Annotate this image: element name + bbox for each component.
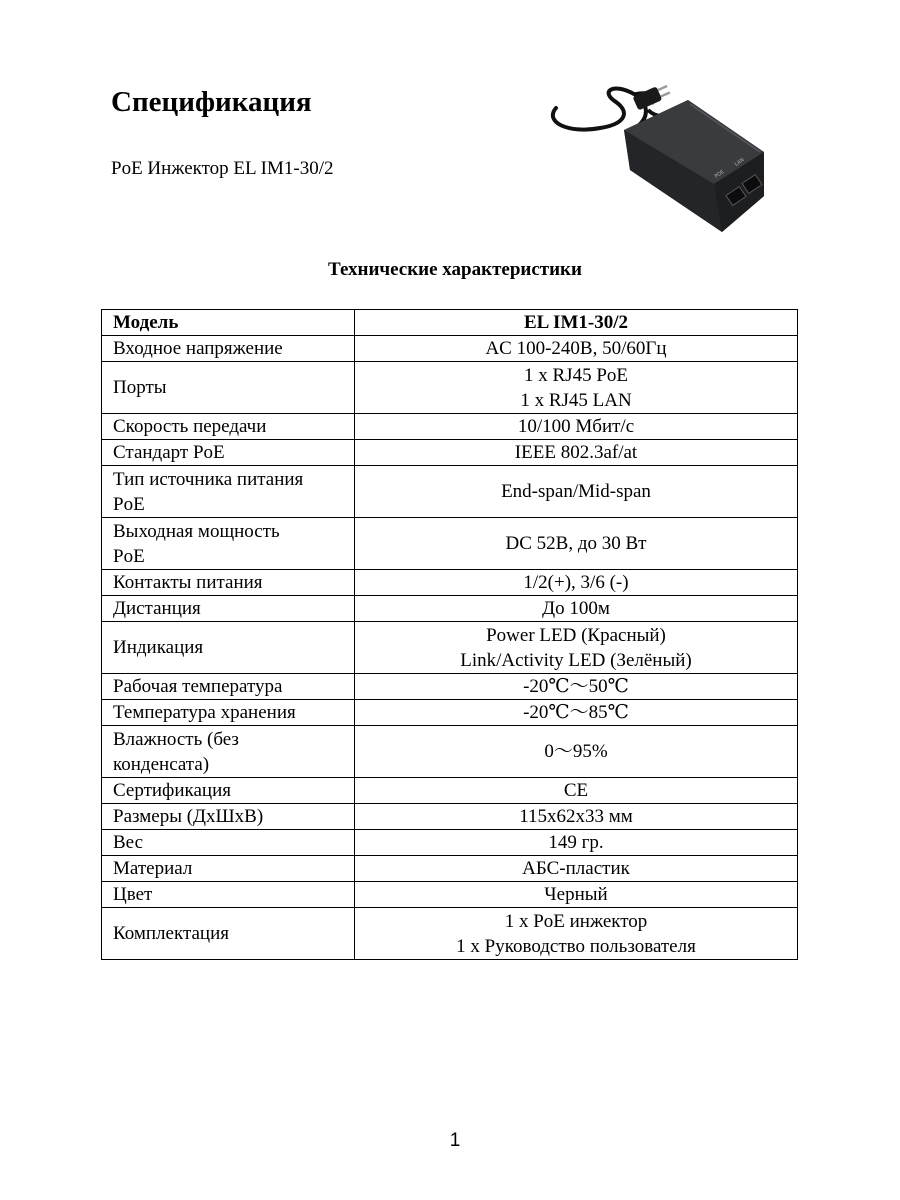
spec-value-line: End-span/Mid-span [501, 481, 651, 502]
spec-value-line: Черный [544, 884, 608, 905]
spec-label: Вес [102, 830, 355, 856]
spec-label: Входное напряжение [102, 336, 355, 362]
page-title: Спецификация [111, 86, 312, 118]
spec-table-row [102, 882, 798, 908]
spec-table-row [102, 336, 798, 362]
spec-table-row [102, 362, 798, 414]
spec-value-line: IEEE 802.3af/at [514, 442, 638, 463]
spec-label-line: Тип источника питания [113, 468, 304, 490]
port-label-lan: LAN [733, 157, 746, 168]
spec-value-line: AC 100-240В, 50/60Гц [485, 338, 667, 359]
spec-value [355, 622, 798, 674]
spec-label [102, 726, 355, 778]
poe-injector-photo [538, 72, 770, 234]
spec-value-line: 1 x PoE инжектор [504, 910, 648, 932]
spec-label: Контакты питания [102, 570, 355, 596]
spec-value [355, 882, 798, 908]
spec-label-line: PoE [113, 545, 145, 567]
spec-label-line: конденсата) [113, 753, 210, 775]
spec-label: Размеры (ДхШхВ) [102, 804, 355, 830]
page-number: 1 [449, 1130, 461, 1151]
spec-value-line: 1 x Руководство пользователя [456, 935, 696, 957]
spec-value [355, 440, 798, 466]
spec-label: Стандарт PoE [102, 440, 355, 466]
spec-value-line: АБС-пластик [522, 858, 630, 879]
spec-label: Температура хранения [102, 700, 355, 726]
spec-label: Скорость передачи [102, 414, 355, 440]
spec-table-row [102, 830, 798, 856]
spec-value [355, 596, 798, 622]
section-heading: Технические характеристики [328, 259, 582, 280]
spec-table-row [102, 622, 798, 674]
spec-value [355, 414, 798, 440]
spec-table-row [102, 908, 798, 960]
spec-value [355, 726, 798, 778]
spec-value [355, 518, 798, 570]
spec-table-row [102, 726, 798, 778]
spec-value-line: DC 52В, до 30 Вт [505, 533, 647, 554]
spec-table-row [102, 518, 798, 570]
spec-label: Комплектация [102, 908, 355, 960]
spec-table-header-row [102, 310, 798, 336]
spec-label [102, 518, 355, 570]
spec-table-row [102, 596, 798, 622]
spec-value-line: 0～95% [544, 741, 608, 762]
spec-label: Порты [102, 362, 355, 414]
spec-label: Индикация [102, 622, 355, 674]
spec-label-line: Выходная мощность [113, 520, 280, 542]
port-label-poe: POE [713, 169, 726, 180]
spec-label: Сертификация [102, 778, 355, 804]
spec-value-line: 1 x RJ45 PoE [524, 364, 628, 386]
spec-table-row [102, 700, 798, 726]
spec-value [355, 674, 798, 700]
spec-table-row [102, 440, 798, 466]
spec-value-line: До 100м [542, 598, 610, 619]
spec-value [355, 830, 798, 856]
spec-value-line: 115x62x33 мм [519, 806, 633, 827]
spec-value [355, 778, 798, 804]
spec-value [355, 336, 798, 362]
spec-value [355, 570, 798, 596]
spec-label: Материал [102, 856, 355, 882]
spec-value [355, 804, 798, 830]
spec-value [355, 466, 798, 518]
spec-table-row [102, 466, 798, 518]
spec-table [101, 309, 798, 960]
spec-value [355, 700, 798, 726]
spec-table-row [102, 856, 798, 882]
spec-value-line: Link/Activity LED (Зелёный) [460, 649, 692, 671]
spec-value-line: -20℃～85℃ [523, 702, 629, 723]
spec-value [355, 856, 798, 882]
spec-value-line: Power LED (Красный) [486, 624, 666, 646]
spec-value-line: 1 x RJ45 LAN [520, 389, 632, 411]
spec-table-row [102, 570, 798, 596]
spec-table-row [102, 674, 798, 700]
spec-value-line: -20℃～50℃ [523, 676, 629, 697]
spec-label-line: Влажность (без [113, 728, 239, 750]
spec-value-line: 1/2(+), 3/6 (-) [523, 572, 629, 593]
spec-label: Дистанция [102, 596, 355, 622]
spec-label: Цвет [102, 882, 355, 908]
spec-value-line: 10/100 Мбит/с [517, 416, 635, 437]
spec-label [102, 466, 355, 518]
spec-value-line: 149 гр. [548, 832, 604, 853]
header-label: Модель [102, 310, 355, 336]
spec-table-body [102, 310, 798, 960]
spec-table-row [102, 804, 798, 830]
spec-value [355, 362, 798, 414]
spec-value-line: CE [563, 780, 589, 801]
spec-label-line: PoE [113, 493, 145, 515]
product-subtitle: PoE Инжектор EL IM1-30/2 [111, 158, 334, 179]
header-value: EL IM1-30/2 [355, 310, 798, 336]
spec-label: Рабочая температура [102, 674, 355, 700]
spec-table-row [102, 778, 798, 804]
spec-table-row [102, 414, 798, 440]
spec-value [355, 908, 798, 960]
